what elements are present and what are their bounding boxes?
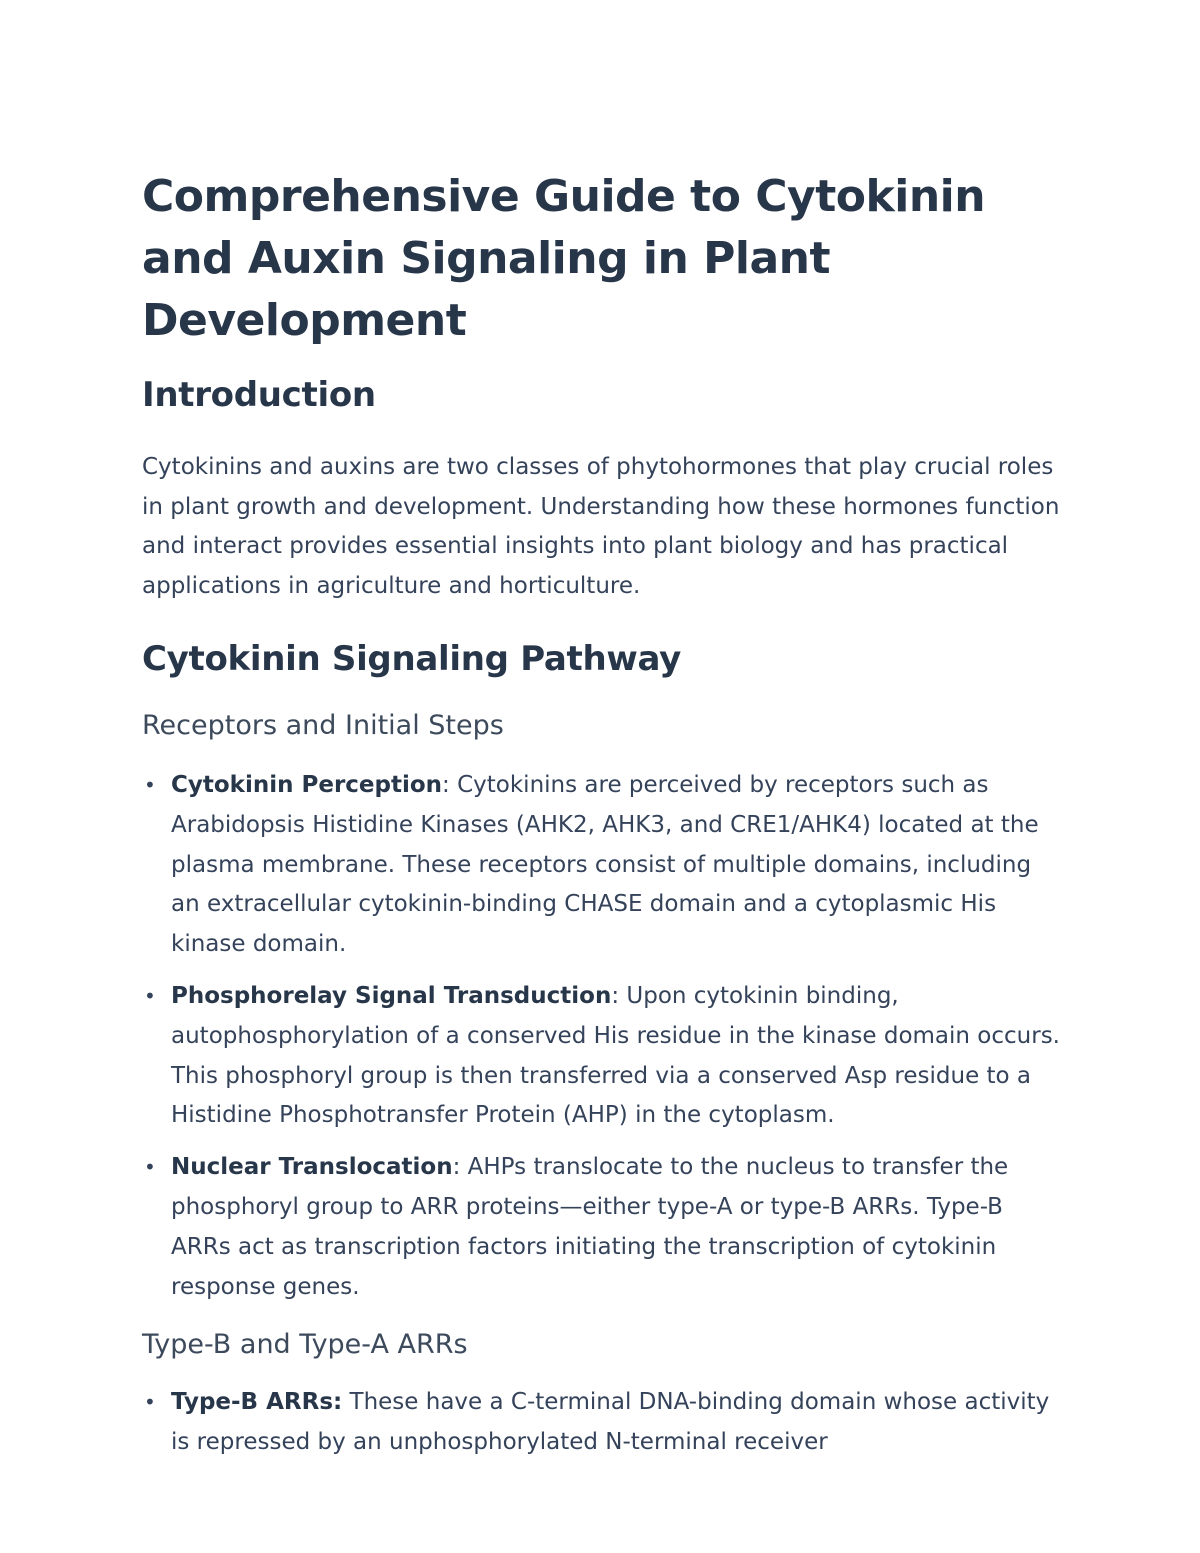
list-item-text: These have a C-terminal DNA-binding domain whose activity is repressed by an unphosphorylated N-terminal receiver	[171, 1389, 1050, 1456]
list-item-term: Nuclear Translocation	[171, 1154, 453, 1181]
list-item-text: : AHPs translocate to the nucleus to transfer the phosphoryl group to ARR proteins—either type-A or type-B ARRs. Type-B ARRs act as transcription factors initiating the transcription of cytokinin response genes.	[171, 1154, 1009, 1300]
receptors-subheading: Receptors and Initial Steps	[142, 710, 504, 741]
bullet-icon: •	[144, 1155, 156, 1180]
bullet-icon: •	[144, 1390, 156, 1415]
list-item	[142, 977, 1062, 1136]
list-item	[142, 1383, 1062, 1463]
list-item-text: : Cytokinins are perceived by receptors such as Arabidopsis Histidine Kinases (AHK2, AHK3, and CRE1/AHK4) located at the plasma membrane. These receptors consist of multiple domains, including an extracellular cytokinin-binding CHASE domain and a cytoplasmic His kinase domain.	[171, 772, 1039, 958]
list-item-term: Type-B ARRs:	[171, 1389, 343, 1416]
receptors-list	[142, 766, 1062, 1307]
bullet-icon: •	[144, 983, 156, 1008]
bullet-icon: •	[144, 773, 156, 797]
document-page	[142, 166, 1062, 1463]
document-title: Comprehensive Guide to Cytokinin and Auxin Signaling in Plant Development	[142, 171, 986, 346]
list-item-term: Phosphorelay Signal Transduction	[171, 982, 612, 1009]
arrs-subheading: Type-B and Type-A ARRs	[142, 1329, 468, 1361]
cytokinin-section-heading: Cytokinin Signaling Pathway	[142, 639, 681, 679]
introduction-paragraph: Cytokinins and auxins are two classes of phytohormones that play crucial roles in plant growth and development. Understanding how these hormones function and interact provides essential insights into plant biology and has practical applications in agriculture and horticulture.	[142, 454, 1060, 599]
list-item	[142, 1148, 1062, 1307]
list-item	[142, 766, 1062, 965]
list-item-term: Cytokinin Perception	[171, 772, 443, 798]
arrs-list	[142, 1383, 1062, 1463]
introduction-heading: Introduction	[142, 375, 376, 415]
list-item-text: : Upon cytokinin binding, autophosphorylation of a conserved His residue in the kinase domain occurs. This phosphoryl group is then transferred via a conserved Asp residue to a Histidine Phosphotransfer Protein (AHP) in the cytoplasm.	[171, 982, 1060, 1129]
